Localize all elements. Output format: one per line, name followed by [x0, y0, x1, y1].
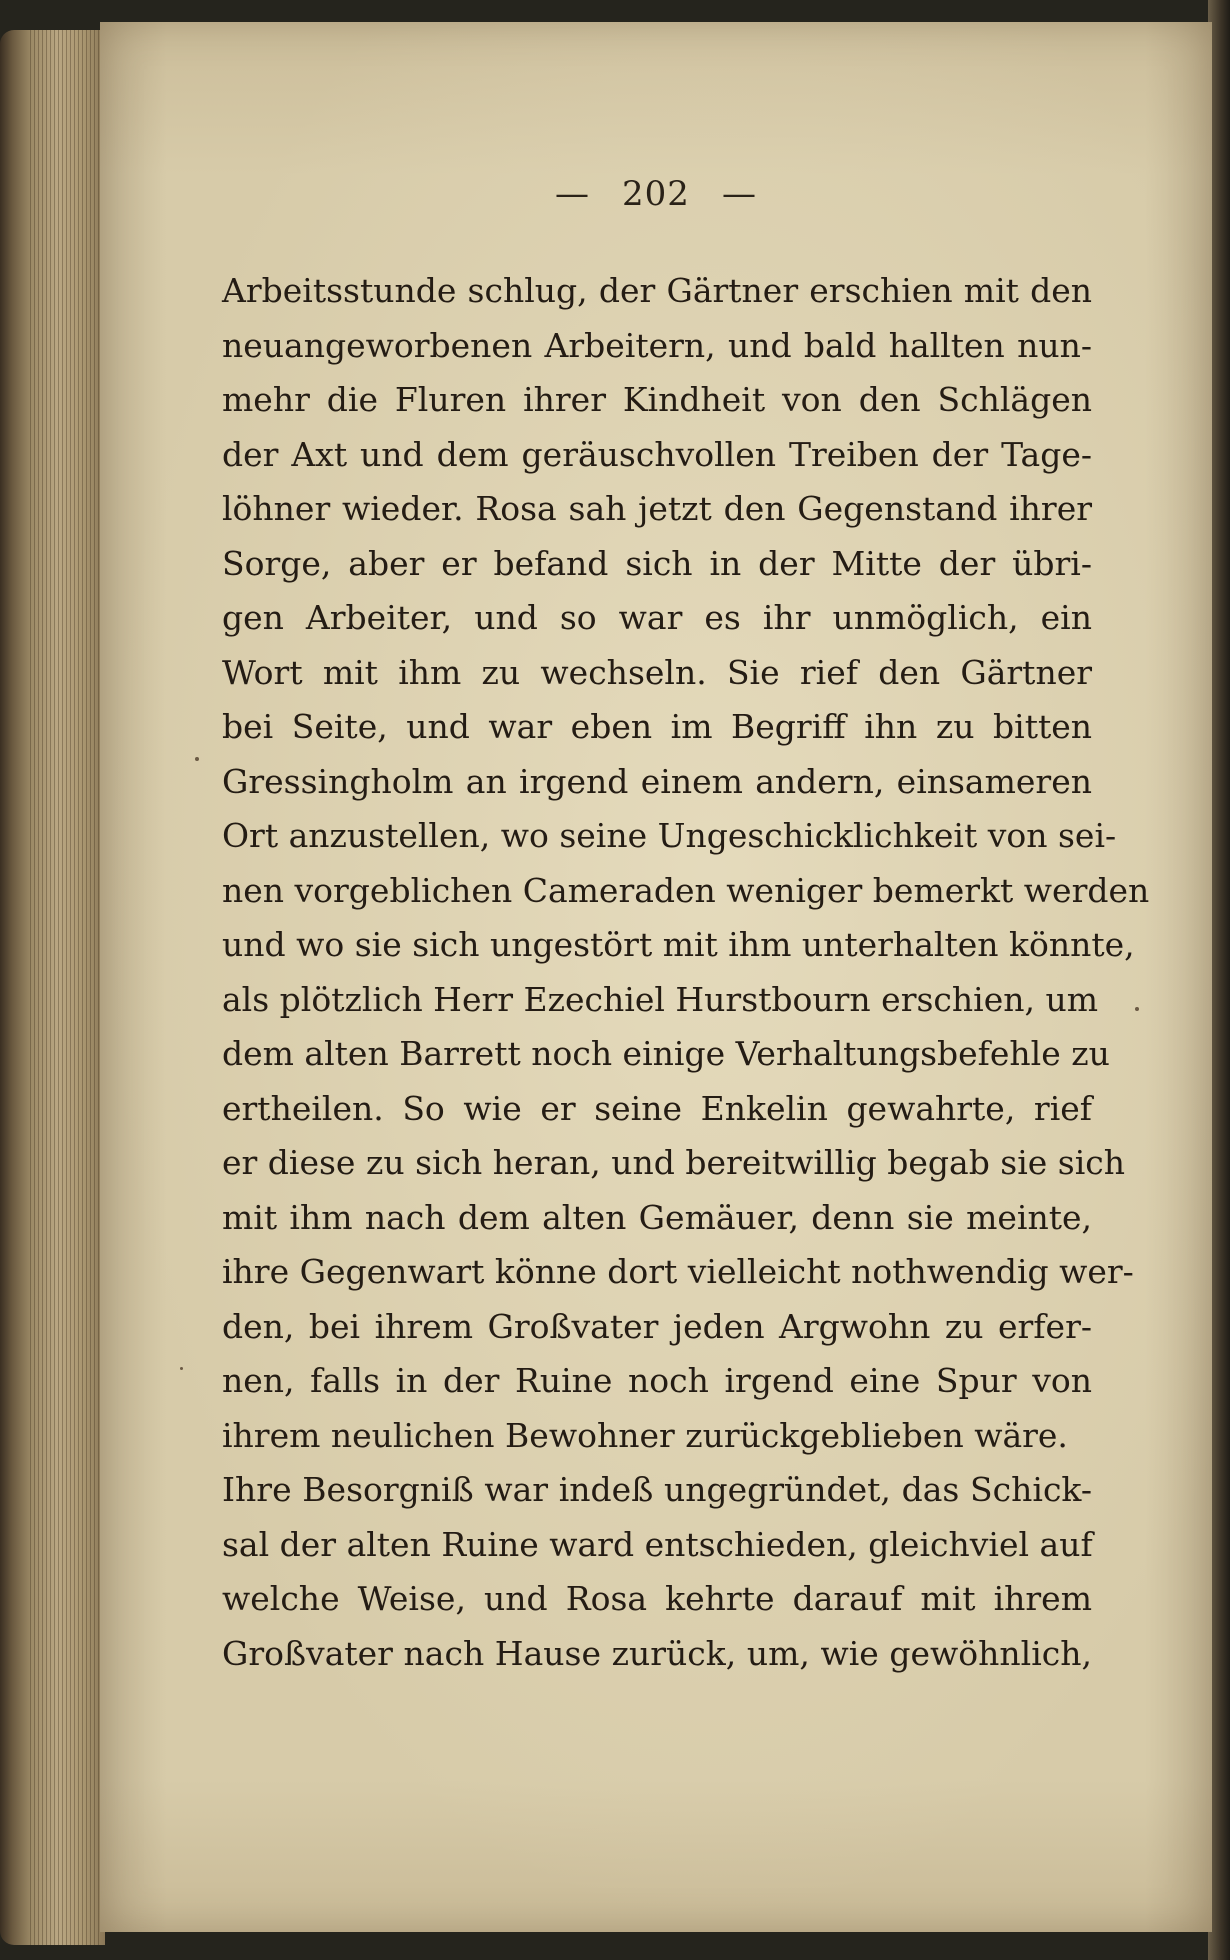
text-line: Sorge, aber er befand sich in der Mitte der übri- [222, 543, 1092, 583]
body-text [222, 264, 1150, 1681]
text-line: und wo sie sich ungestört mit ihm unterhalten könnte, [222, 925, 1135, 964]
book-page-edges-left [0, 30, 105, 1945]
text-line: nen, falls in der Ruine noch irgend eine Spur von [222, 1361, 1092, 1400]
text-line: den, bei ihrem Großvater jeden Argwohn zu erfer- [222, 1306, 1092, 1346]
text-line: Ihre Besorgniß war indeß ungegründet, das Schick- [222, 1470, 1092, 1509]
text-line: ihre Gegenwart könne dort vielleicht nothwendig wer- [222, 1252, 1134, 1291]
page-header [100, 174, 1212, 214]
header-dash-left: — [555, 174, 591, 214]
text-line: Wort mit ihm zu wechseln. Sie rief den Gärtner [222, 652, 1092, 692]
text-line: Großvater nach Hause zurück, um, wie gewöhnlich, [222, 1633, 1092, 1673]
text-line: Arbeitsstunde schlug, der Gärtner erschien mit den [222, 271, 1092, 310]
text-line: er diese zu sich heran, und bereitwillig begab sie sich [222, 1143, 1126, 1182]
text-line: als plötzlich Herr Ezechiel Hurstbourn erschien, um [222, 979, 1098, 1019]
header-dash-right: — [721, 174, 757, 214]
text-line: mehr die Fluren ihrer Kindheit von den Schlägen [222, 380, 1092, 419]
paper-speck [195, 757, 199, 761]
paper-speck [1135, 1007, 1139, 1011]
page-number: 202 [622, 174, 690, 214]
text-line: Gressingholm an irgend einem andern, einsameren [222, 761, 1092, 801]
text-line: dem alten Barrett noch einige Verhaltungsbefehle zu [222, 1034, 1110, 1073]
paper-speck [180, 1367, 183, 1370]
text-line: bei Seite, und war eben im Begriff ihn zu bitten [222, 707, 1092, 746]
book-page [100, 22, 1212, 1932]
text-line: mit ihm nach dem alten Gemäuer, denn sie meinte, [222, 1197, 1092, 1237]
text-line: löhner wieder. Rosa sah jetzt den Gegenstand ihrer [222, 489, 1092, 528]
text-line: nen vorgeblichen Cameraden weniger bemerkt werden [222, 870, 1150, 910]
text-line: sal der alten Ruine ward entschieden, gleichviel auf [222, 1524, 1093, 1564]
text-line: welche Weise, und Rosa kehrte darauf mit ihrem [222, 1579, 1092, 1618]
text-line: ihrem neulichen Bewohner zurückgeblieben wäre. [222, 1415, 1068, 1455]
text-line: gen Arbeiter, und so war es ihr unmöglich, ein [222, 598, 1092, 637]
text-line: Ort anzustellen, wo seine Ungeschicklichkeit von sei- [222, 816, 1117, 855]
text-line: neuangeworbenen Arbeitern, und bald hallten nun- [222, 325, 1092, 365]
text-line: ertheilen. So wie er seine Enkelin gewahrte, rief [222, 1088, 1092, 1128]
text-line: der Axt und dem geräuschvollen Treiben der Tage- [222, 434, 1092, 474]
